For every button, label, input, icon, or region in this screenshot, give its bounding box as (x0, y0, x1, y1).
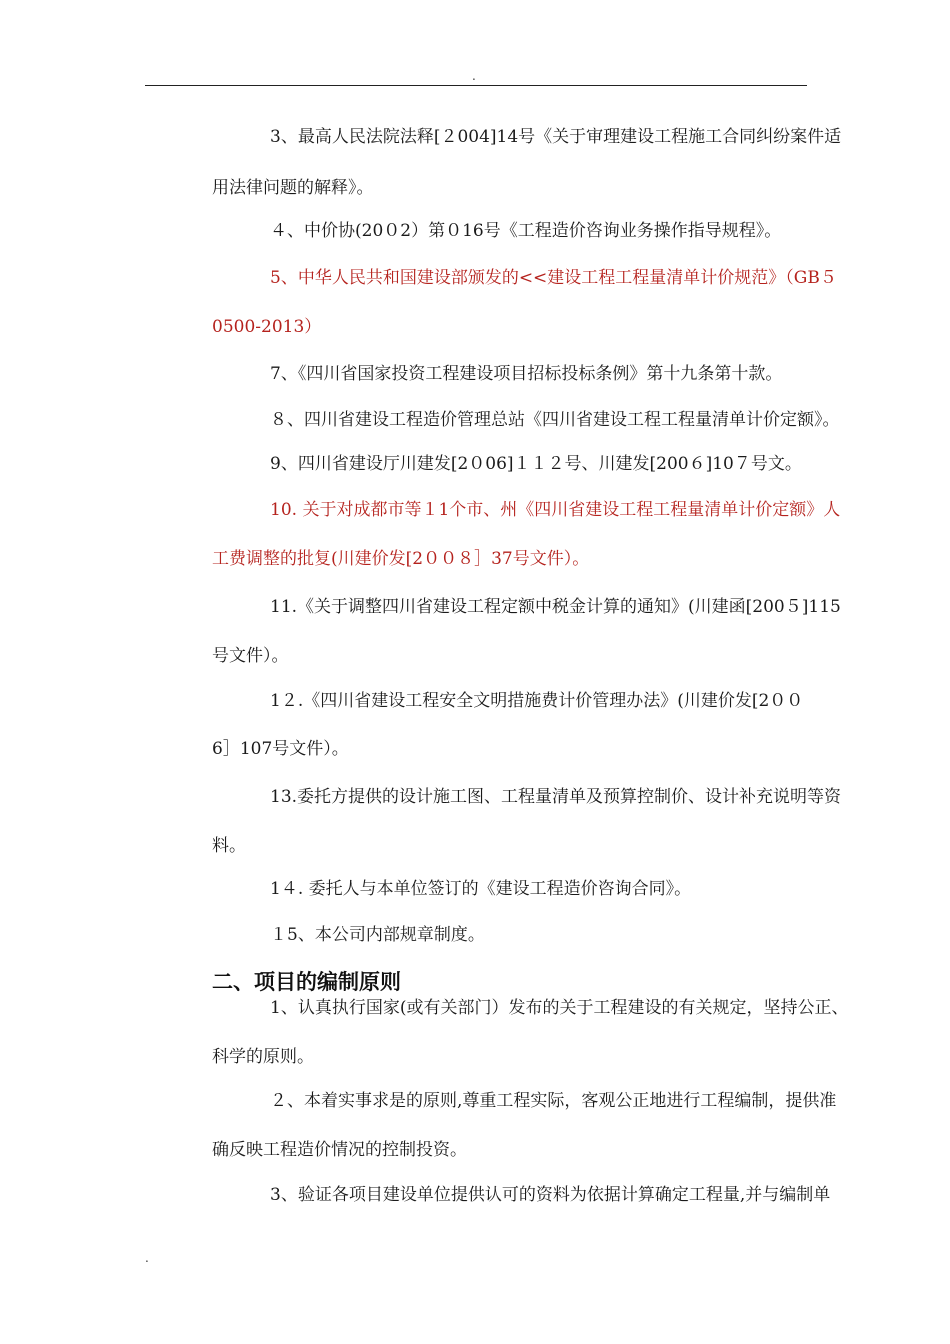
header-mark: . (472, 69, 476, 83)
reference-item-3-line-1: 3、最高人民法院法释[２004]14号《关于审理建设工程施工合同纠纷案件适 (270, 127, 842, 147)
principle-item-2-line-2: 确反映工程造价情况的控制投资。 (212, 1140, 467, 1160)
reference-item-8: ８、四川省建设工程造价管理总站《四川省建设工程工程量清单计价定额》。 (270, 410, 840, 430)
reference-item-11-line-1: 11.《关于调整四川省建设工程定额中税金计算的通知》(川建函[200５]115 (270, 597, 841, 617)
section-heading: 二、项目的编制原则 (212, 970, 401, 994)
reference-item-14: 1４. 委托人与本单位签订的《建设工程造价咨询合同》。 (270, 879, 692, 899)
principle-item-1-line-1: 1、认真执行国家(或有关部门）发布的关于工程建设的有关规定，坚持公正、 (270, 998, 849, 1018)
principle-item-3-line-1: 3、验证各项目建设单位提供认可的资料为依据计算确定工程量,并与编制单 (270, 1185, 831, 1205)
reference-item-7: 7、《四川省国家投资工程建设项目招标投标条例》第十九条第十款。 (270, 364, 783, 384)
principle-item-1-line-2: 科学的原则。 (212, 1047, 314, 1067)
reference-item-10-line-2: 工费调整的批复(川建价发[2００８］37号文件）。 (212, 549, 590, 569)
reference-item-12-line-1: 1２.《四川省建设工程安全文明措施费计价管理办法》(川建价发[2００ (270, 691, 804, 711)
reference-item-13-line-2: 料。 (212, 836, 246, 856)
header-rule (145, 85, 807, 86)
reference-item-5-line-2: 0500-2013） (212, 317, 322, 337)
footer-mark: . (145, 1251, 149, 1265)
reference-item-11-line-2: 号文件）。 (212, 646, 289, 666)
principle-item-2-line-1: ２、本着实事求是的原则,尊重工程实际，客观公正地进行工程编制，提供准 (270, 1091, 837, 1111)
reference-item-4: ４、中价协(20０2）第０16号《工程造价咨询业务操作指导规程》。 (270, 221, 782, 241)
reference-item-10-line-1: 10. 关于对成都市等１1个市、州《四川省建设工程工程量清单计价定额》人 (270, 500, 841, 520)
reference-item-9: 9、四川省建设厅川建发[2０06]１１２号、川建发[200６]10７号文。 (270, 454, 802, 474)
reference-item-3-line-2: 用法律问题的解释》。 (212, 178, 374, 198)
reference-item-15: １5、本公司内部规章制度。 (270, 925, 485, 945)
reference-item-5-line-1: 5、中华人民共和国建设部颁发的<<建设工程工程量清单计价规范》（GB５ (270, 268, 837, 288)
reference-item-13-line-1: 13.委托方提供的设计施工图、工程量清单及预算控制价、设计补充说明等资 (270, 787, 842, 807)
reference-item-12-line-2: 6］107号文件）。 (212, 739, 349, 759)
